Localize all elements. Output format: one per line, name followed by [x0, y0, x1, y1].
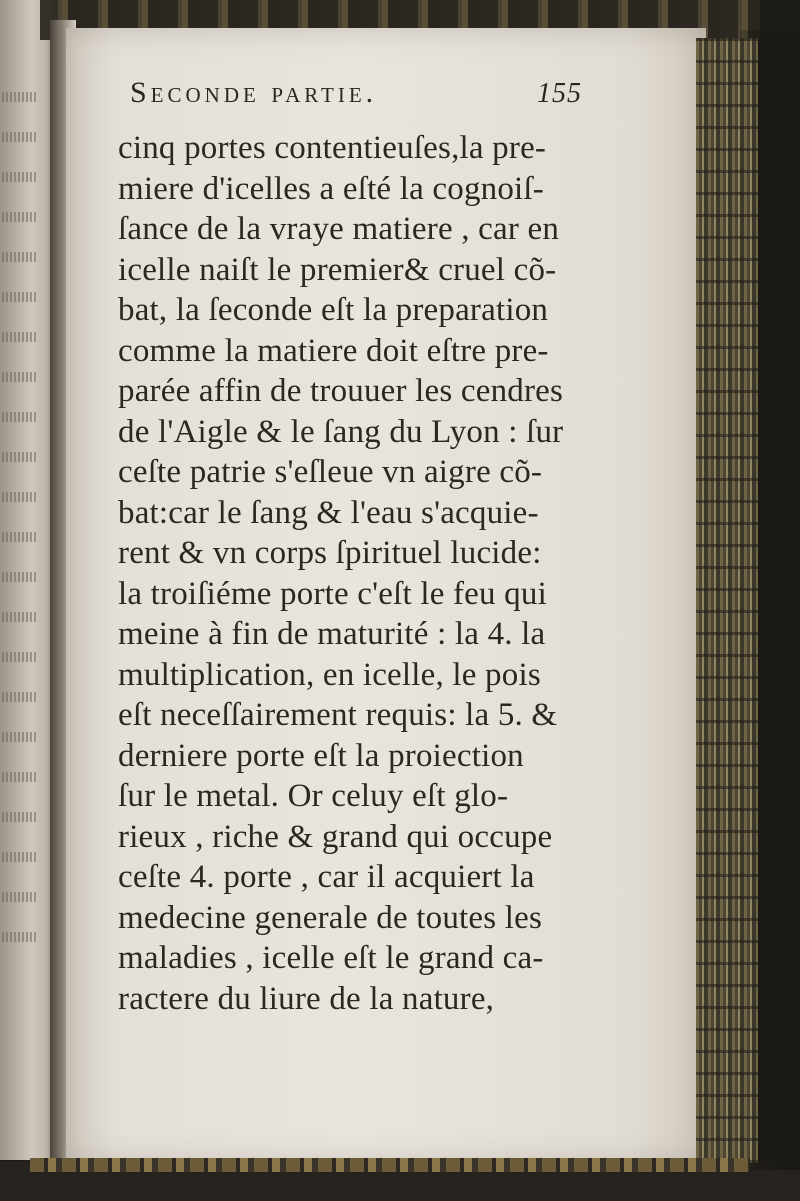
bleed-through-text [2, 172, 36, 182]
text-line: multiplication, en icelle, le pois [118, 656, 541, 693]
text-line: parée affin de trouuer les cendres [118, 373, 564, 409]
text-line: rieux , riche & grand qui occupe [118, 818, 553, 855]
bleed-through-text [2, 612, 36, 622]
bleed-through-text [2, 412, 36, 422]
bleed-through-text [2, 692, 36, 702]
text-line: maladies , icelle eſt le grand ca- [118, 940, 544, 976]
page-number: 155 [537, 78, 582, 109]
text-line: ſance de la vraye matiere , car en [118, 211, 560, 247]
text-line: de l'Aigle & le ſang du Lyon : ſur [118, 413, 564, 450]
bleed-through-text [2, 812, 36, 822]
text-line: cinq portes contentieuſes,la pre- [118, 130, 547, 166]
bleed-through-text [2, 852, 36, 862]
bleed-through-text [2, 252, 36, 262]
text-line: la troiſiéme porte c'eſt le feu qui [118, 575, 547, 612]
bleed-through-text [2, 532, 36, 542]
text-line: rent & vn corps ſpirituel lucide: [118, 535, 542, 571]
body-text [118, 128, 678, 1019]
bleed-through-text [2, 652, 36, 662]
bleed-through-text [2, 372, 36, 382]
bleed-through-text [2, 572, 36, 582]
text-line: ceſte 4. porte , car il acquiert la [118, 859, 535, 895]
text-line: miere d'icelles a eſté la cognoiſ- [118, 170, 544, 207]
text-line: meine à fin de maturité : la 4. la [118, 616, 546, 652]
text-line: bat, la ſeconde eſt la preparation [118, 292, 549, 328]
running-head [130, 76, 582, 122]
running-head-title: Seconde partie. [130, 76, 378, 109]
text-line: ceſte patrie s'eſleue vn aigre cõ- [118, 454, 543, 490]
gilded-fore-edge [696, 38, 758, 1163]
text-line: icelle naiſt le premier& cruel cõ- [118, 251, 557, 288]
text-line: eſt neceſſairement requis: la 5. & [118, 697, 558, 733]
text-line: ractere du liure de la nature, [118, 980, 495, 1017]
bleed-through-text [2, 132, 36, 142]
bleed-through-text [2, 292, 36, 302]
bleed-through-text [2, 932, 36, 942]
binding-bottom-edge [30, 1158, 750, 1172]
bleed-through-text [2, 92, 36, 102]
page-text [118, 76, 678, 1019]
bleed-through-text [2, 732, 36, 742]
bleed-through-text [2, 332, 36, 342]
text-line: comme la matiere doit eſtre pre- [118, 332, 549, 369]
bleed-through-text [2, 772, 36, 782]
text-line: bat:car le ſang & l'eau s'acquie- [118, 494, 539, 531]
bleed-through-text [2, 212, 36, 222]
bleed-through-text [2, 492, 36, 502]
text-line: derniere porte eſt la proiection [118, 737, 524, 774]
text-line: ſur le metal. Or celuy eſt glo- [118, 778, 509, 814]
bleed-through-text [2, 452, 36, 462]
bleed-through-text [2, 892, 36, 902]
text-line: medecine generale de toutes les [118, 899, 543, 936]
